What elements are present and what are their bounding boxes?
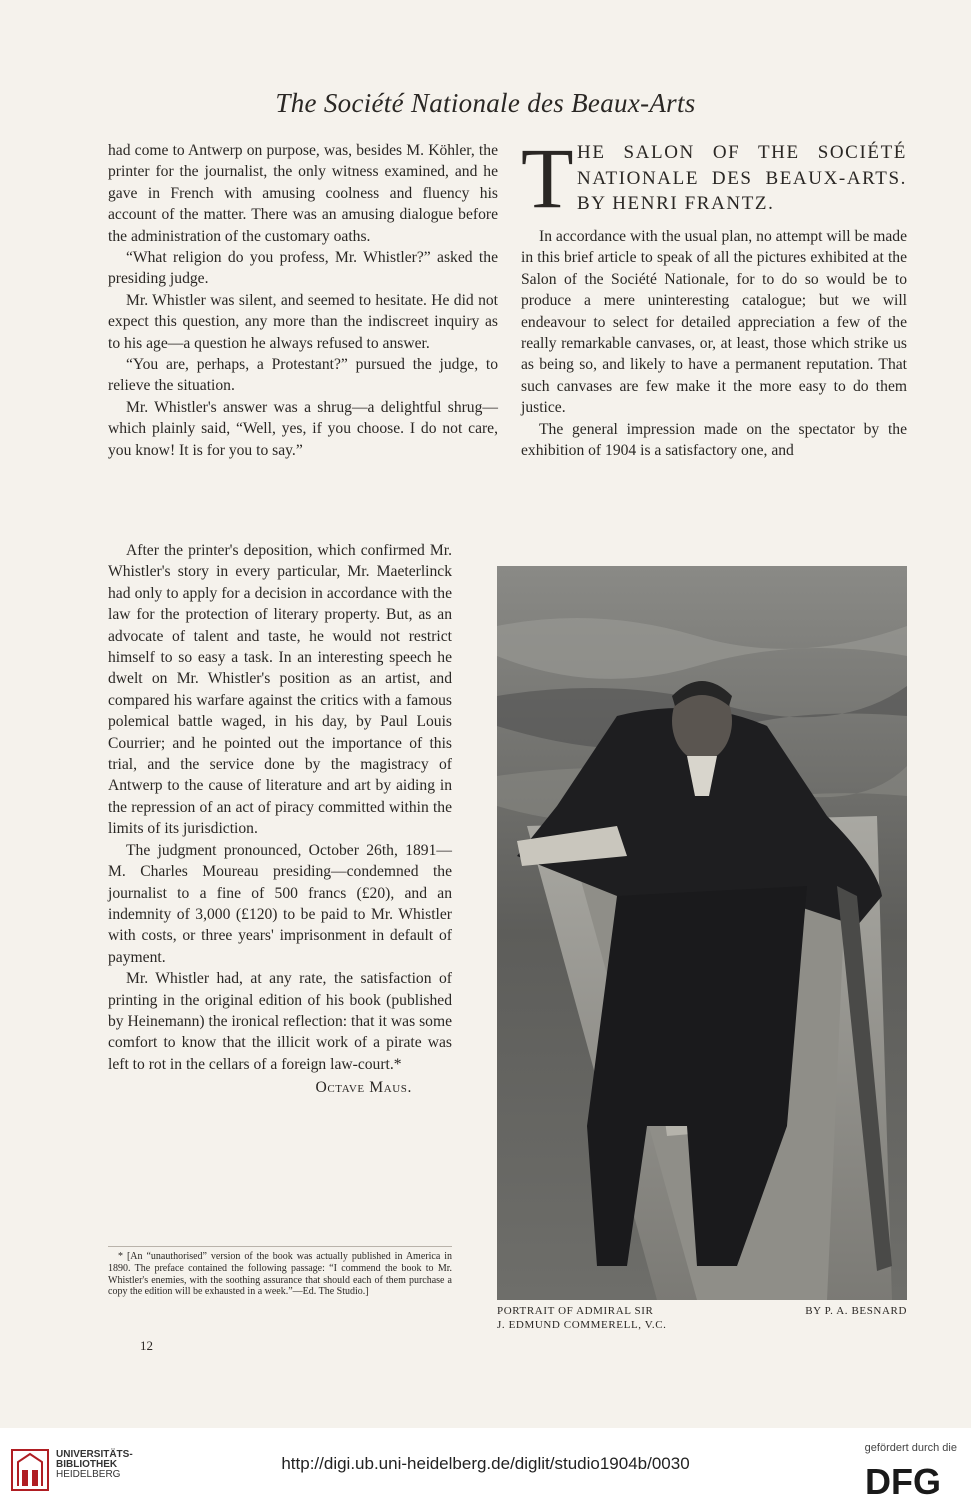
dfg-logo-icon: [865, 1462, 957, 1498]
left-column-narrow: [108, 540, 452, 1099]
caption-line: J. EDMUND COMMERELL, V.C.: [497, 1319, 667, 1331]
plate-caption-title: [497, 1304, 667, 1332]
source-url-link[interactable]: http://digi.ub.uni-heidelberg.de/diglit/studio1904b/0030: [281, 1454, 690, 1473]
caption-line: PORTRAIT OF ADMIRAL SIR: [497, 1305, 654, 1317]
article-headline: [521, 130, 907, 226]
footnote-text: * [An “unauthorised” version of the book was actually published in America in 1890. The preface contained the following passage: “I commend the book to Mr. Whistler's enemies, with the soothing assurance that should each of them purchase a copy the edition will be exhausted in a week.”—Ed. The Studio.]: [108, 1251, 452, 1298]
paragraph: had come to Antwerp on purpose, was, besides M. Köhler, the printer for the journalist, the only witness examined, and he gave in French with amusing coolness and fluency his account of the matter. There was an amusing dialogue before the administration of the customary oaths.: [108, 142, 498, 245]
paragraph: Mr. Whistler's answer was a shrug—a delightful shrug—which plainly said, “Well, yes, if you choose. I do not care, you know! It is for you to say.”: [108, 398, 498, 459]
paragraph: Mr. Whistler was silent, and seemed to hesitate. He did not expect this question, any more than the indiscreet inquiry as to his age—a question he always refused to answer.: [108, 291, 498, 352]
paragraph: The judgment pronounced, October 26th, 1891—M. Charles Moureau presiding—condemned the journalist to a fine of 500 francs (£20), and an indemnity of 3,000 (£120) to be paid to Mr. Whistler with costs, or three years' imprisonment in default of payment.: [108, 841, 452, 966]
author-signature: Octave Maus.: [315, 1079, 412, 1097]
paragraph: “You are, perhaps, a Protestant?” pursued the judge, to relieve the situation.: [108, 356, 498, 395]
paragraph: Mr. Whistler had, at any rate, the satisfaction of printing in the original edition of his book (published by Heinemann) the ironical reflection: that it was some comfort to know that the illicit work of a pirate was left to rot in the cellars of a foreign law-court.*: [108, 970, 452, 1073]
portrait-plate: [497, 566, 907, 1300]
dfg-logo-text: DFG: [865, 1462, 941, 1498]
left-column-wide: [108, 140, 498, 461]
paragraph: After the printer's deposition, which confirmed Mr. Whistler's story in every particular, Mr. Maeterlinck had only to apply for a decision in accordance with the law for the protection of literary property. But, as an advocate of talent and taste, he would not restrict himself to so easy a task. In an interesting speech he dwelt on Mr. Whistler's position as an artist, and compared his warfare against the critics with a famous polemical battle waged, in his day, by Paul Louis Courrier; and he pointed out the importance of this trial, and the service done by the magistracy of Antwerp to the cause of literature and art by aiding in the repression of an act of piracy committed within the limits of its jurisdiction.: [108, 542, 452, 838]
portrait-image: [497, 566, 907, 1300]
right-column: [521, 130, 907, 461]
headline-text: HE SALON OF THE SOCIÉTÉ NATIONALE DES BEAUX-ARTS. BY HENRI FRANTZ.: [577, 142, 907, 214]
funder-label: gefördert durch die: [864, 1442, 957, 1454]
plate-caption-artist: BY P. A. BESNARD: [805, 1305, 907, 1317]
digitization-footer: [0, 1428, 971, 1507]
footnote: [108, 1246, 452, 1298]
drop-cap: T: [521, 130, 574, 226]
library-name-line: UNIVERSITÄTS-: [56, 1449, 133, 1460]
paragraph: “What religion do you profess, Mr. Whistler?” asked the presiding judge.: [108, 249, 498, 288]
library-name-line: HEIDELBERG: [56, 1469, 121, 1480]
running-title: The Société Nationale des Beaux-Arts: [275, 88, 696, 118]
library-name-line: BIBLIOTHEK: [56, 1459, 118, 1470]
paragraph: The general impression made on the spectator by the exhibition of 1904 is a satisfactory one, and: [521, 420, 907, 460]
paragraph: In accordance with the usual plan, no attempt will be made in this brief article to speak of all the pictures exhibited at the Salon of the Société Nationale, for to do so would be to produce a mere uninteresting catalogue; but we will endeavour to select for detailed appreciation a few of the really remarkable canvases, or, at least, those which strike us as being so, and likely to have a permanent reputation. That such canvases are few make it the more easy to do them justice.: [521, 228, 907, 417]
page-number: 12: [140, 1338, 153, 1353]
